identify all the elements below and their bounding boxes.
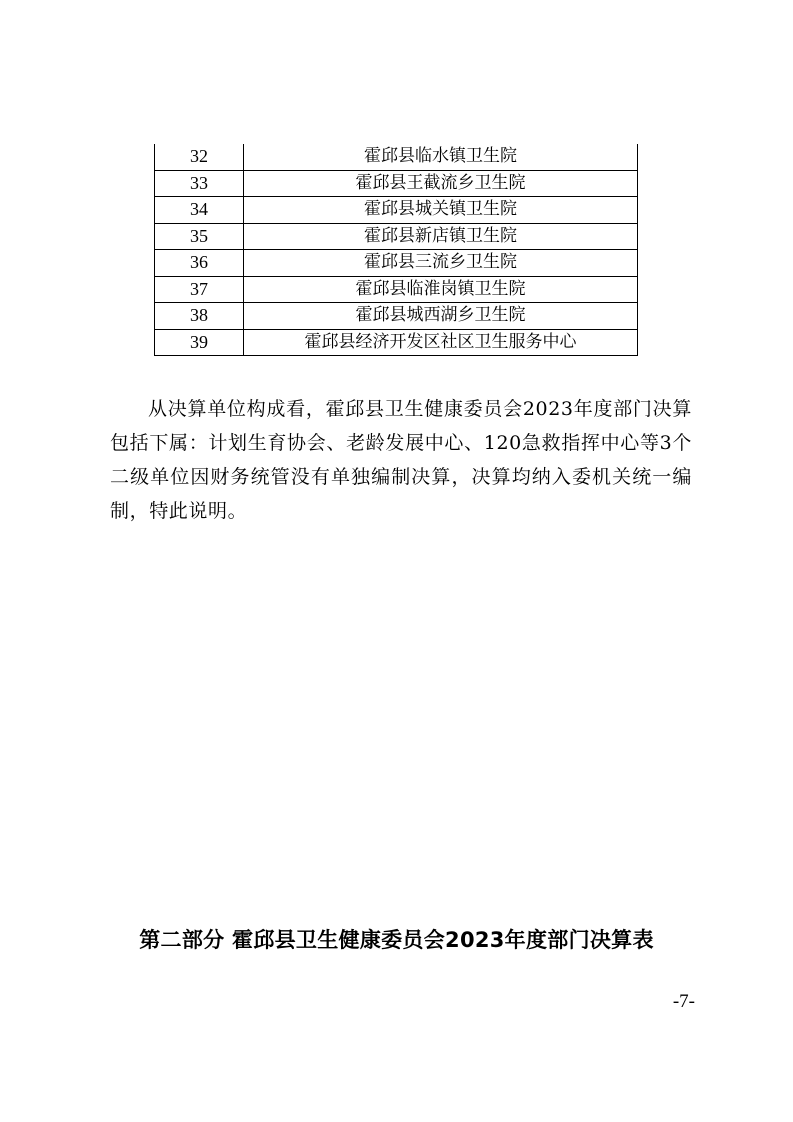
row-number: 37 <box>155 276 244 303</box>
row-number: 34 <box>155 197 244 224</box>
unit-name: 霍邱县三流乡卫生院 <box>244 250 638 277</box>
table-row <box>155 144 638 170</box>
row-number: 39 <box>155 329 244 356</box>
unit-name: 霍邱县王截流乡卫生院 <box>244 170 638 197</box>
row-number: 38 <box>155 303 244 330</box>
table-row <box>155 223 638 250</box>
unit-name: 霍邱县临淮岗镇卫生院 <box>244 276 638 303</box>
page-number: -7- <box>672 991 695 1012</box>
unit-name: 霍邱县临水镇卫生院 <box>244 144 638 170</box>
row-number: 36 <box>155 250 244 277</box>
unit-name: 霍邱县城西湖乡卫生院 <box>244 303 638 330</box>
table-row <box>155 197 638 224</box>
table-row <box>155 250 638 277</box>
table-row <box>155 303 638 330</box>
table-row <box>155 276 638 303</box>
explanation-paragraph: 从决算单位构成看，霍邱县卫生健康委员会2023年度部门决算包括下属：计划生育协会、老龄发展中心、120急救指挥中心等3个二级单位因财务统管没有单独编制决算，决算均纳入委机关统一编制，特此说明。 <box>110 398 692 522</box>
unit-name: 霍邱县城关镇卫生院 <box>244 197 638 224</box>
table-row <box>155 170 638 197</box>
unit-name: 霍邱县经济开发区社区卫生服务中心 <box>244 329 638 356</box>
unit-name: 霍邱县新店镇卫生院 <box>244 223 638 250</box>
section-title: 第二部分 霍邱县卫生健康委员会2023年度部门决算表 <box>139 928 654 952</box>
row-number: 35 <box>155 223 244 250</box>
row-number: 32 <box>155 144 244 170</box>
subordinate-units-table <box>154 144 638 356</box>
table-row <box>155 329 638 356</box>
row-number: 33 <box>155 170 244 197</box>
